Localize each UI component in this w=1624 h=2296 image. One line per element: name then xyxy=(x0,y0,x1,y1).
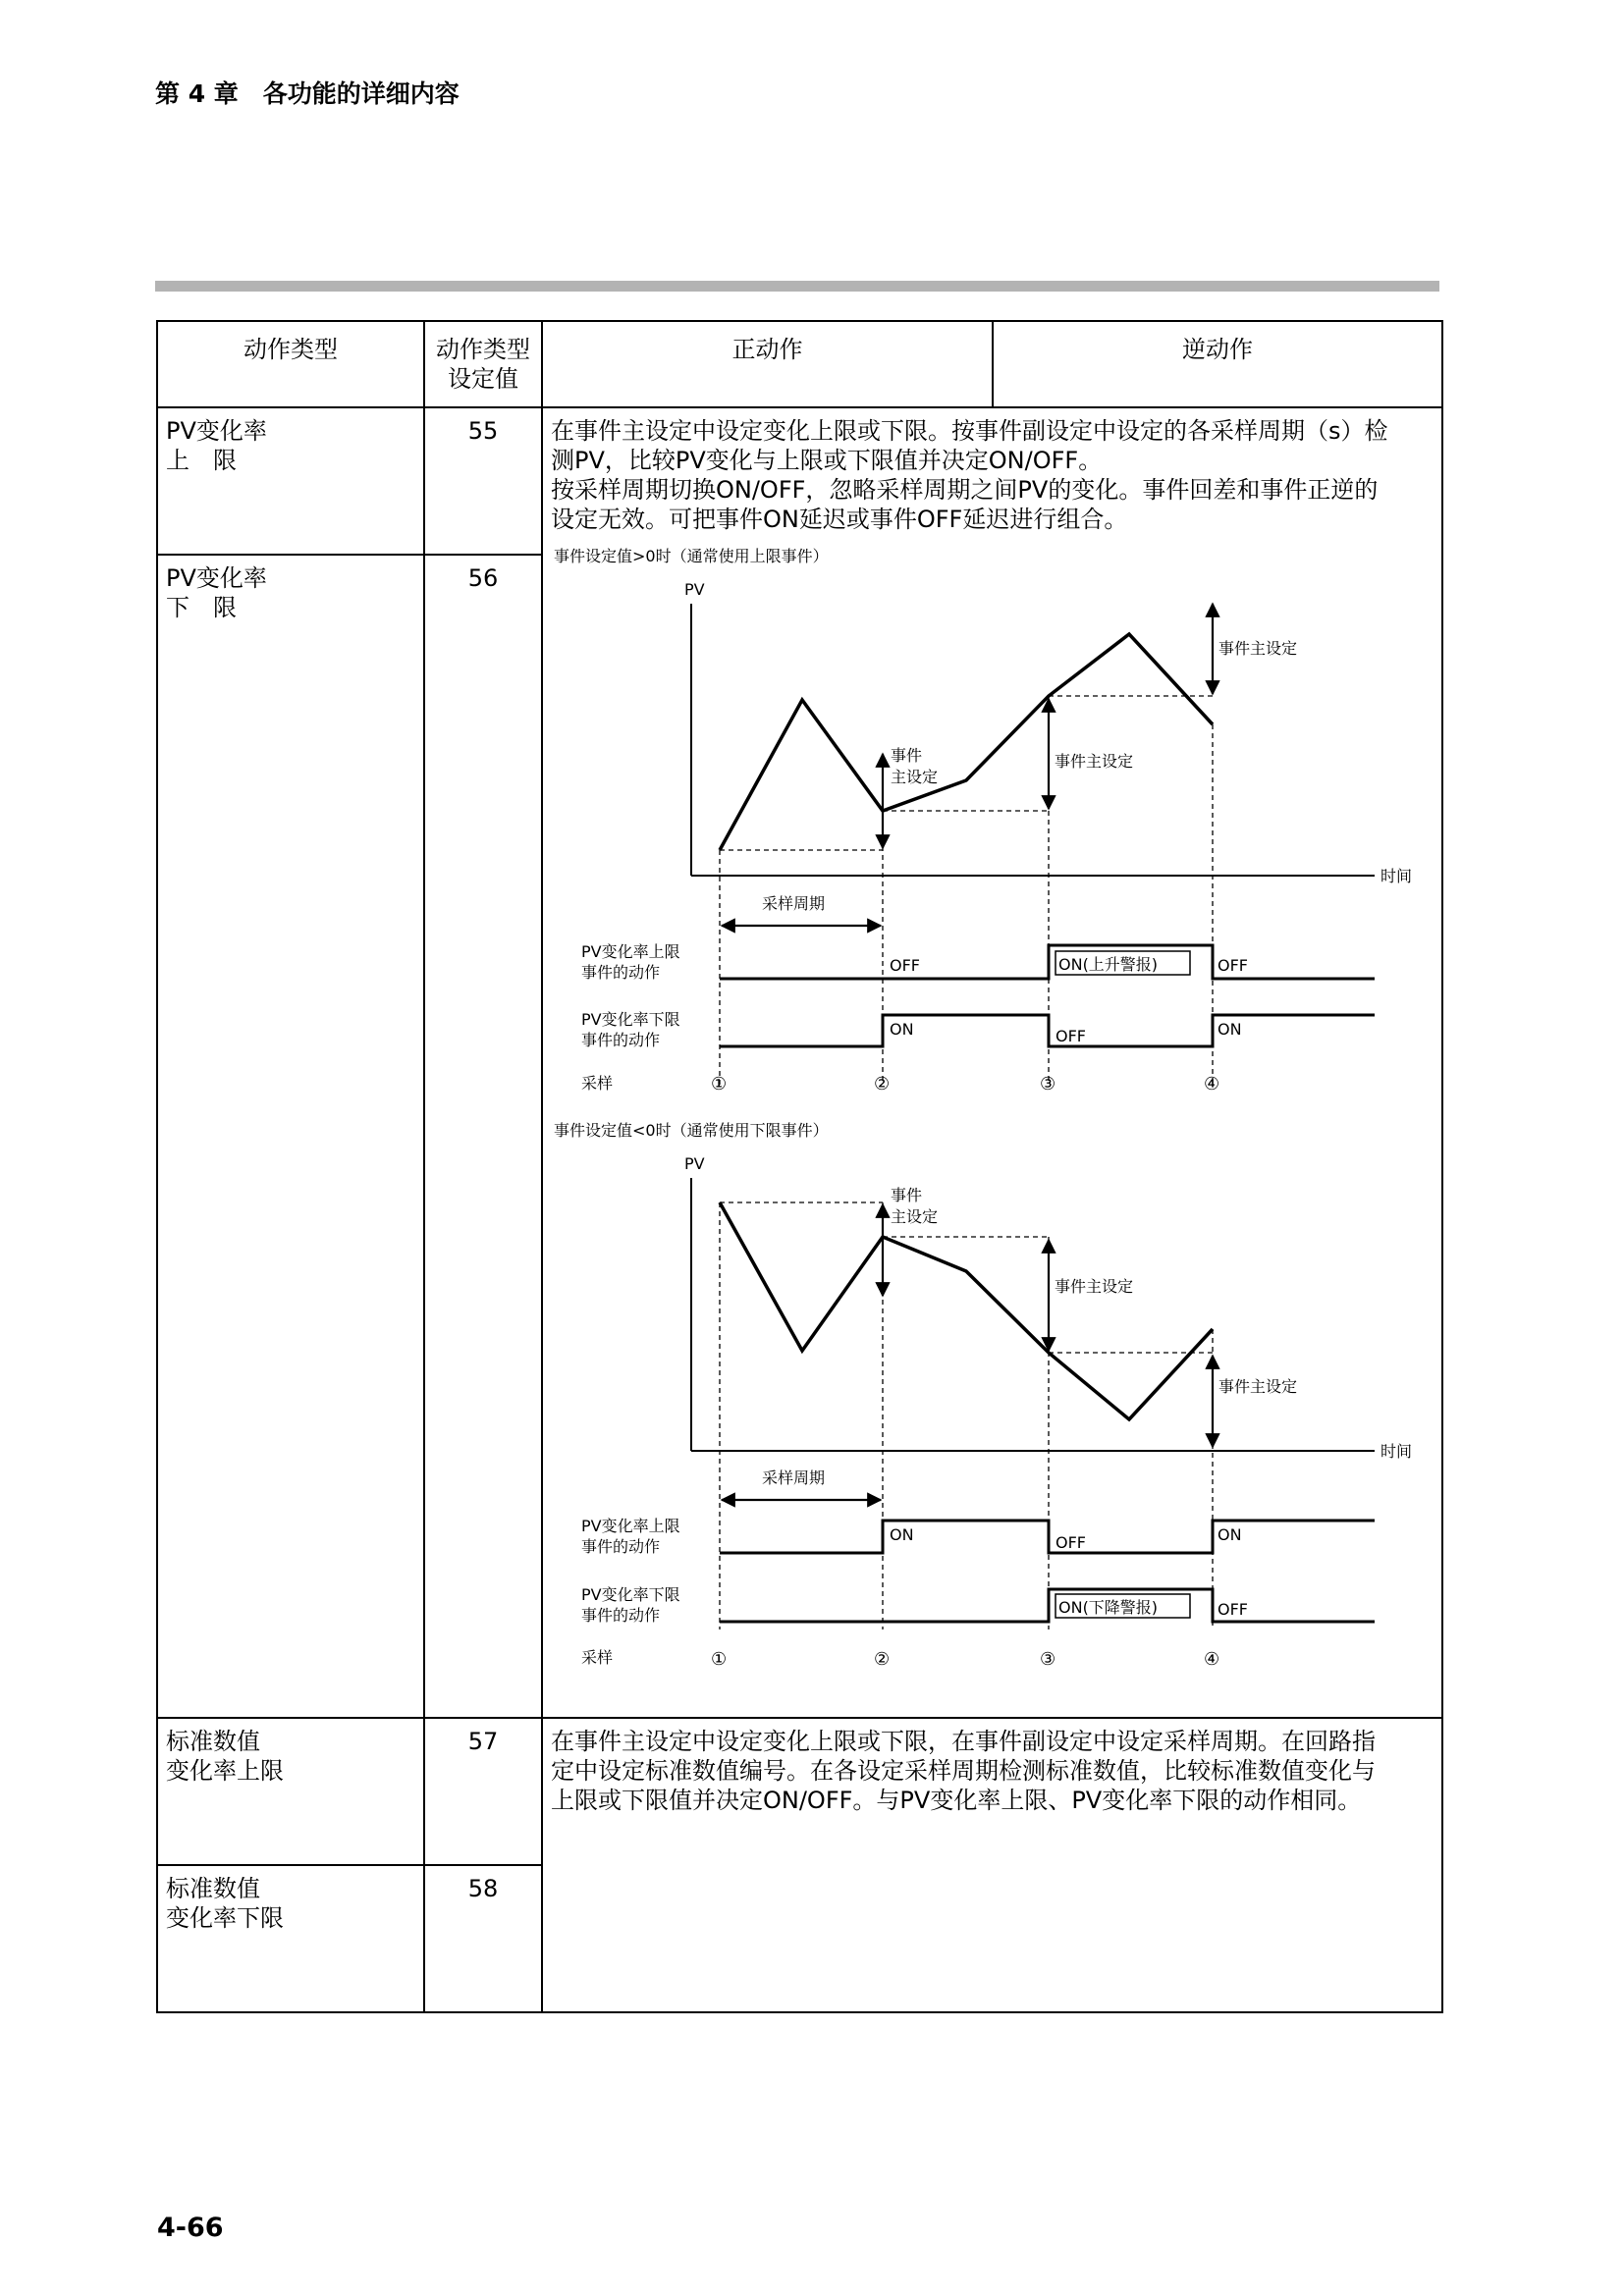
diagram1-sampling-label: 采样 xyxy=(581,1074,614,1093)
row-name-std-lower: 标准数值 变化率下限 xyxy=(157,1865,424,2012)
diagram1-main-set-label: 事件主设定 xyxy=(1055,752,1134,771)
diagram1-lower-event-label: 事件的动作 xyxy=(581,1031,661,1049)
diagram2-pv-axis-label: PV xyxy=(684,1154,705,1173)
diagram2-lower-event-label: PV变化率下限 xyxy=(581,1585,680,1604)
diagram1-off-label: OFF xyxy=(890,956,920,975)
diagram2-main-set-label-small: 主设定 xyxy=(891,1207,939,1226)
diagram2-sample-marker: ④ xyxy=(1204,1649,1220,1670)
diagram1-time-label: 时间 xyxy=(1380,867,1413,885)
diagram2-off-label: OFF xyxy=(1218,1600,1248,1619)
diagram2-pv-curve xyxy=(720,1202,1213,1419)
page-number: 4-66 xyxy=(157,2213,224,2243)
diagram1-main-set-label-small: 主设定 xyxy=(891,768,939,786)
diagram1-upper-event-signal xyxy=(720,945,1375,979)
diagram2-sample-marker: ③ xyxy=(1040,1649,1056,1670)
diagram2-on-label: ON xyxy=(890,1525,914,1544)
diagram1-lower-event-label: PV变化率下限 xyxy=(581,1010,680,1029)
diagram2-sampling-label: 采样 xyxy=(581,1648,614,1667)
diagram1-off-label: OFF xyxy=(1218,956,1248,975)
diagram-lower-event xyxy=(554,1121,1412,1670)
header-setting-value: 动作类型 设定值 xyxy=(424,321,542,407)
diagram1-on-label: ON xyxy=(1218,1020,1242,1039)
diagram2-period-label: 采样周期 xyxy=(762,1468,826,1487)
diagram2-upper-event-signal xyxy=(720,1521,1375,1553)
chapter-title: 第 4 章 各功能的详细内容 xyxy=(155,80,460,108)
diagram2-lower-event-signal xyxy=(720,1589,1375,1622)
diagram2-sample-marker: ② xyxy=(874,1649,891,1670)
diagram2-lower-event-label: 事件的动作 xyxy=(581,1606,661,1625)
row-value-57: 57 xyxy=(424,1718,542,1865)
diagram1-period-label: 采样周期 xyxy=(762,894,826,913)
diagram2-main-set-label-small: 事件 xyxy=(891,1186,923,1204)
row-value-56: 56 xyxy=(424,555,542,1718)
diagram1-sample-marker: ② xyxy=(874,1074,891,1095)
pv-rate-description: 在事件主设定中设定变化上限或下限。按事件副设定中设定的各采样周期（s）检 测PV，比较PV变化与上限或下限值并决定ON/OFF。 按采样周期切换ON/OFF，忽略采样周期之间PV的变化。事件回差和事件正逆的 设定无效。可把事件ON延迟或事件OFF延迟进行组合。 xyxy=(551,417,1388,533)
diagram2-upper-event-label: PV变化率上限 xyxy=(581,1517,680,1535)
diagram1-pv-curve xyxy=(720,634,1213,850)
diagram2-main-set-label: 事件主设定 xyxy=(1218,1377,1298,1396)
diagram1-on-alarm-label: ON(上升警报) xyxy=(1058,955,1159,974)
diagram1-upper-event-label: PV变化率上限 xyxy=(581,942,680,961)
diagram2-sample-marker: ① xyxy=(711,1649,728,1670)
diagram1-sample-marker: ① xyxy=(711,1074,728,1095)
header-action-type: 动作类型 xyxy=(157,321,424,407)
diagram1-upper-event-label: 事件的动作 xyxy=(581,963,661,982)
header-direct-action: 正动作 xyxy=(542,321,993,407)
diagram1-on-label: ON xyxy=(890,1020,914,1039)
diagram2-upper-event-label: 事件的动作 xyxy=(581,1537,661,1556)
diagram1-main-set-label-small: 事件 xyxy=(891,746,923,765)
diagram2-title: 事件设定值<0时（通常使用下限事件） xyxy=(554,1121,829,1140)
diagram2-time-label: 时间 xyxy=(1380,1442,1413,1461)
row-value-55: 55 xyxy=(424,407,542,555)
row-name-std-upper: 标准数值 变化率上限 xyxy=(157,1718,424,1865)
diagram-upper-event xyxy=(554,547,1412,1095)
diagram1-off-label: OFF xyxy=(1056,1027,1086,1045)
diagram1-title: 事件设定值>0时（通常使用上限事件） xyxy=(554,547,829,565)
row-name-pv-lower: PV变化率 下 限 xyxy=(157,555,424,1718)
diagram1-pv-axis-label: PV xyxy=(684,580,705,599)
diagram1-sample-marker: ③ xyxy=(1040,1074,1056,1095)
diagram1-sample-marker: ④ xyxy=(1204,1074,1220,1095)
header-reverse-action: 逆动作 xyxy=(993,321,1442,407)
diagram2-on-alarm-label: ON(下降警报) xyxy=(1058,1598,1159,1617)
row-value-58: 58 xyxy=(424,1865,542,2012)
diagram1-lower-event-signal xyxy=(720,1015,1375,1046)
diagram2-main-set-label: 事件主设定 xyxy=(1055,1277,1134,1296)
diagram2-on-label: ON xyxy=(1218,1525,1242,1544)
row-name-pv-upper: PV变化率 上 限 xyxy=(157,407,424,555)
diagram1-main-set-label: 事件主设定 xyxy=(1218,639,1298,658)
std-rate-description: 在事件主设定中设定变化上限或下限，在事件副设定中设定采样周期。在回路指 定中设定标准数值编号。在各设定采样周期检测标准数值，比较标准数值变化与 上限或下限值并决定ON/OFF。与PV变化率上限、PV变化率下限的动作相同。 xyxy=(551,1728,1376,1814)
diagram2-off-label: OFF xyxy=(1056,1533,1086,1552)
